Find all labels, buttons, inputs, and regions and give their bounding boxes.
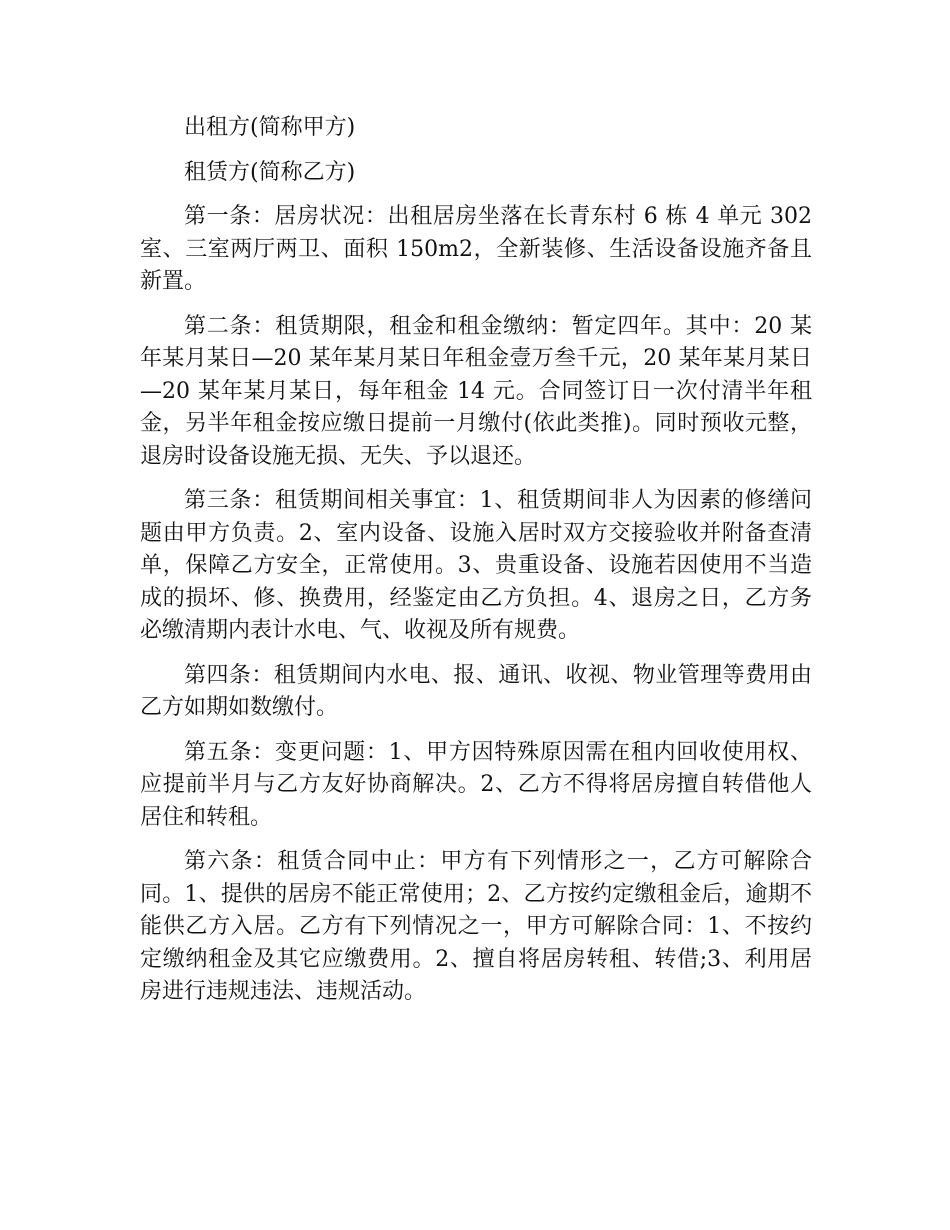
article-5: 第五条：变更问题：1、甲方因特殊原因需在租内回收使用权、应提前半月与乙方友好协商解决。2、乙方不得将居房擅自转借他人居住和转租。 <box>140 739 812 830</box>
article-3: 第三条：租赁期间相关事宜：1、租赁期间非人为因素的修缮问题由甲方负责。2、室内设备、设施入居时双方交接验收并附备查清单，保障乙方安全，正常使用。3、贵重设备、设施若因使用不当造成的损坏、修、换费用，经鉴定由乙方负担。4、退房之日，乙方务必缴清期内表计水电、气、收视及所有规费。 <box>140 488 812 643</box>
contract-page <box>140 112 812 1021</box>
article-6: 第六条：租赁合同中止：甲方有下列情形之一，乙方可解除合同。1、提供的居房不能正常使用；2、乙方按约定缴租金后，逾期不能供乙方入居。乙方有下列情况之一，甲方可解除合同：1、不按约定缴纳租金及其它应缴费用。2、擅自将居房转租、转借;3、利用居房进行违规违法、违规活动。 <box>140 849 812 1004</box>
article-1: 第一条：居房状况：出租居房坐落在长青东村 6 栋 4 单元 302 室、三室两厅两卫、面积 150m2，全新装修、生活设备设施齐备且新置。 <box>140 204 812 294</box>
lessor-line: 出租方(简称甲方) <box>184 115 356 140</box>
lessee-line: 租赁方(简称乙方) <box>184 159 356 185</box>
article-2: 第二条：租赁期限，租金和租金缴纳：暂定四年。其中：20 某年某月某日—20 某年某月某日年租金壹万叁千元，20 某年某月某日—20 某年某月某日，每年租金 14 元。合同签订日一次付清半年租金，另半年租金按应缴日提前一月缴付(依此类推)。同时预收元整，退房时设备设施无损、无失、予以退还。 <box>140 313 812 469</box>
article-4: 第四条：租赁期间内水电、报、通讯、收视、物业管理等费用由乙方如期如数缴付。 <box>140 662 812 720</box>
